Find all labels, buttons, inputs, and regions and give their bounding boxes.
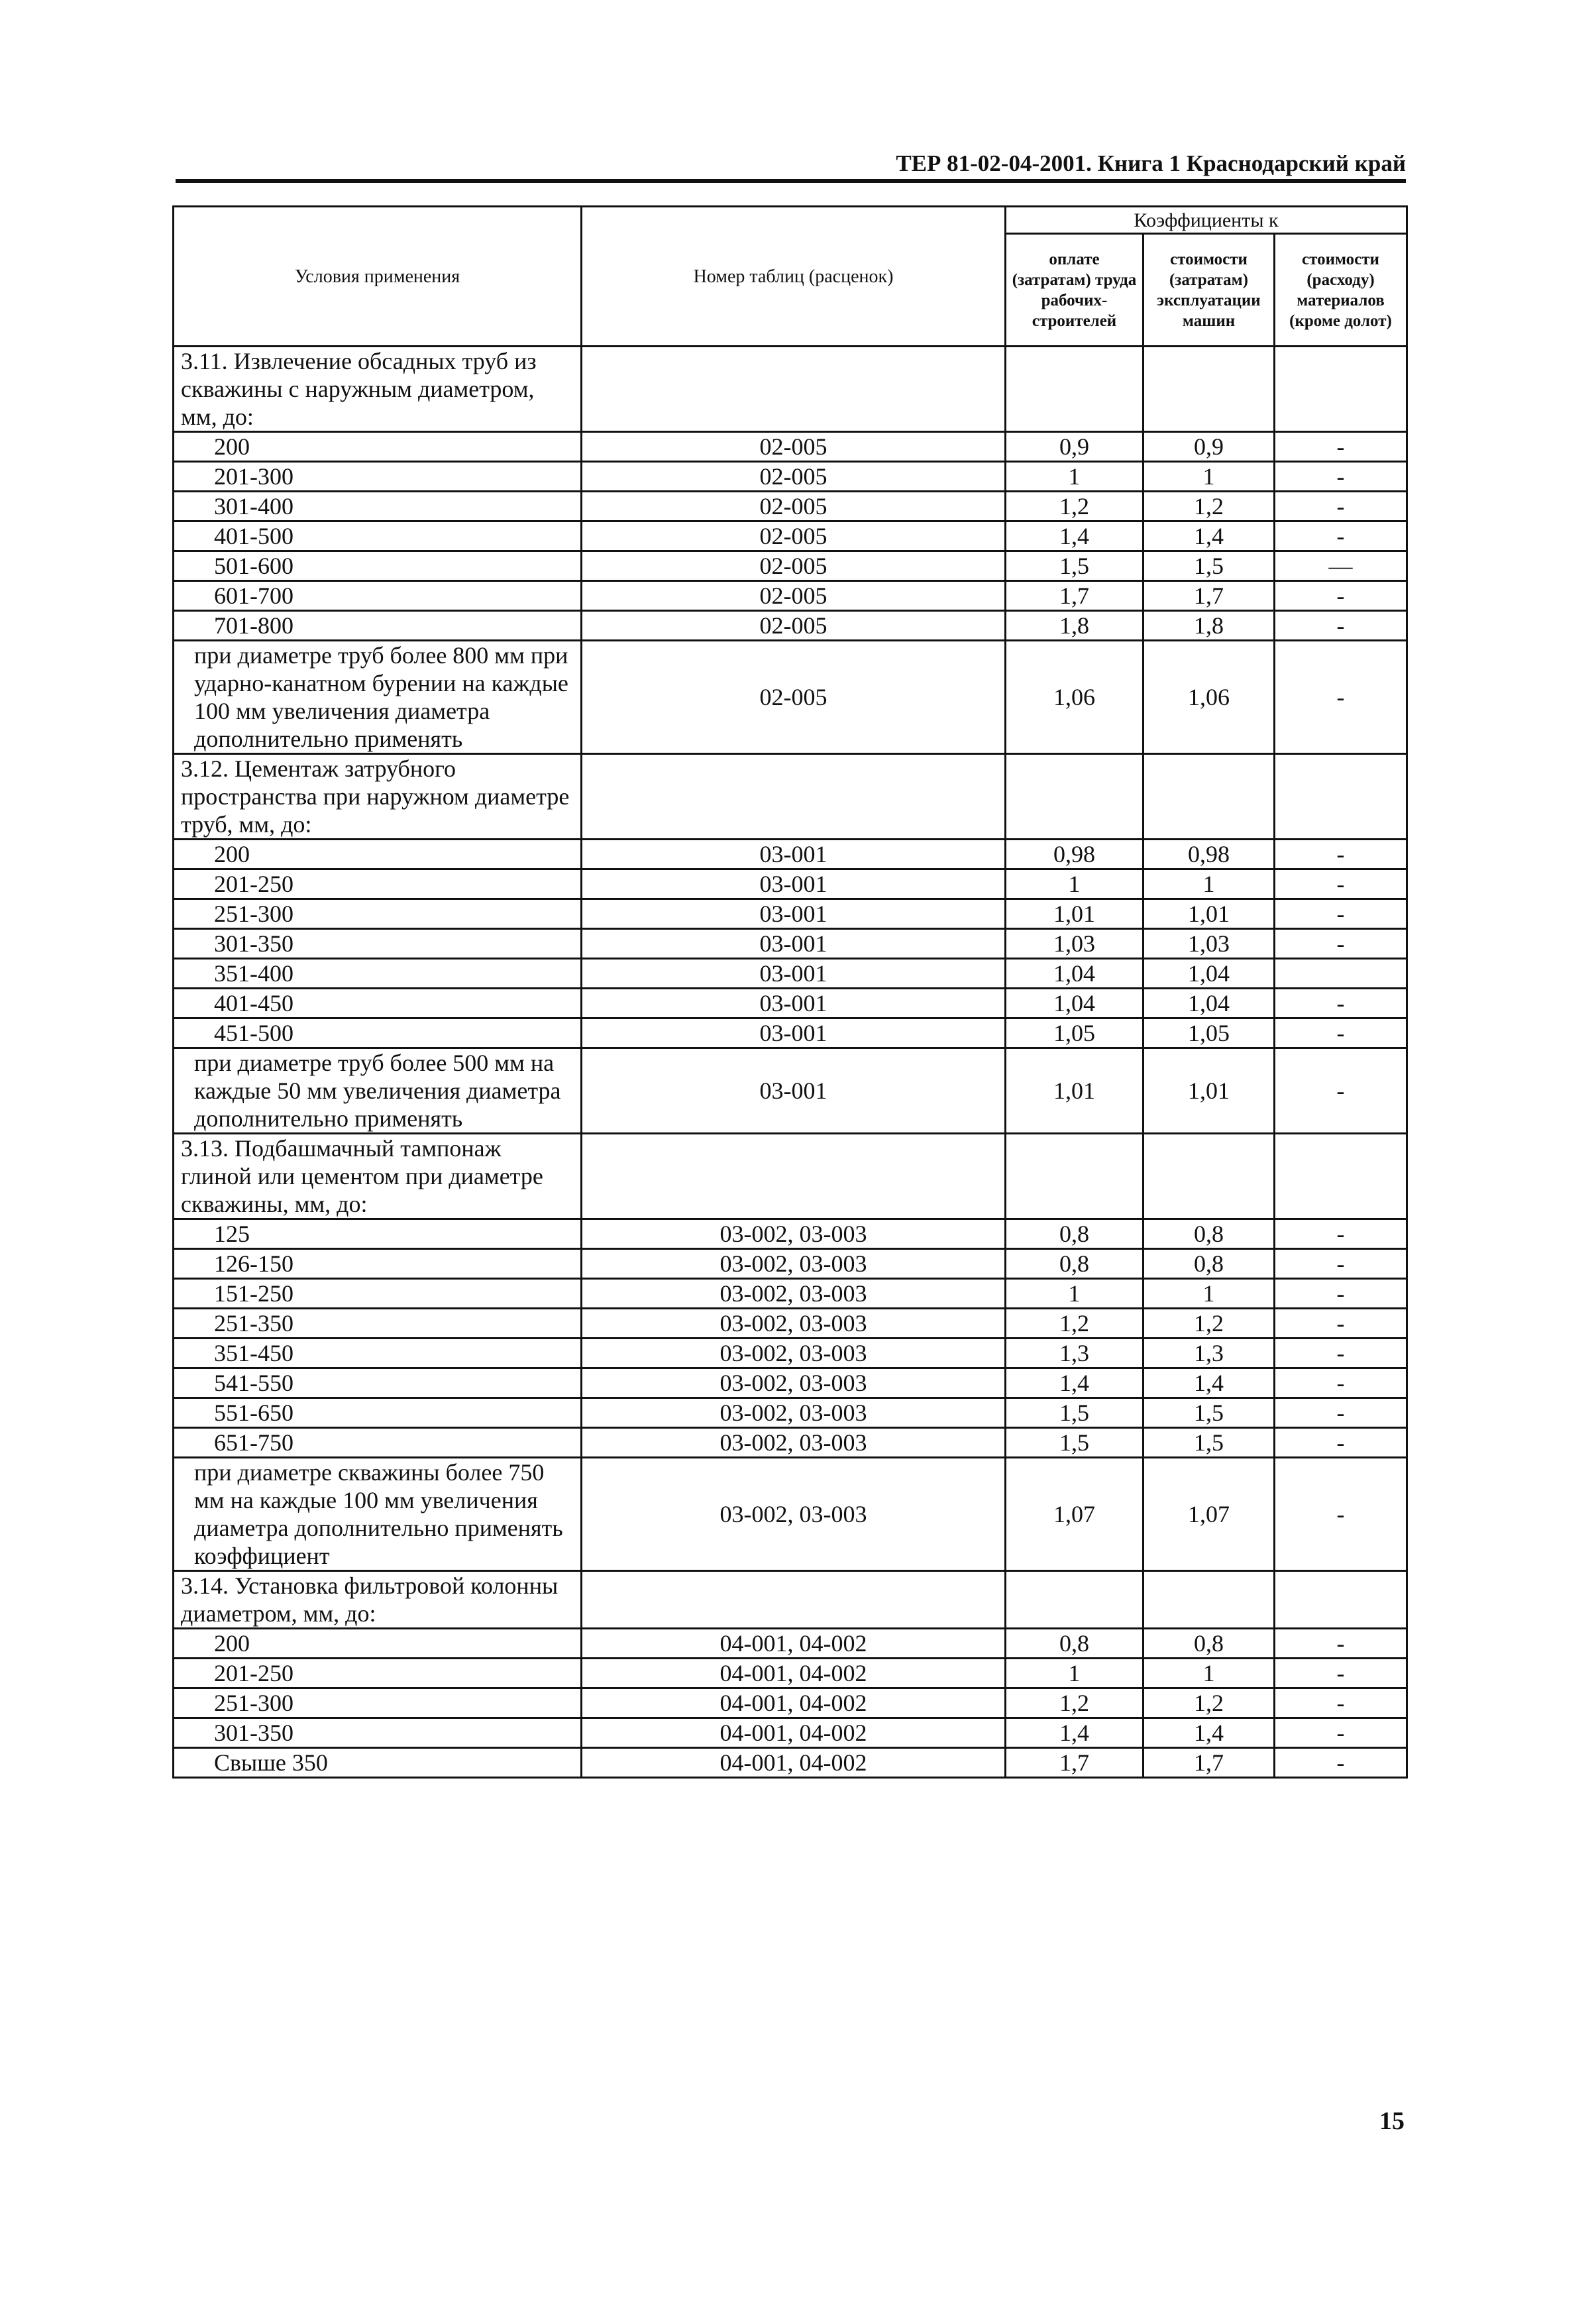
table-row — [174, 989, 1407, 1018]
col-header-machines: стоимости (затратам) эксплуатации машин — [1144, 234, 1275, 347]
table-number: 03-001 — [582, 989, 1006, 1018]
table-number: 04-001, 04-002 — [582, 1629, 1006, 1659]
table-row — [174, 1659, 1407, 1688]
labor-coef: 1,4 — [1006, 1718, 1144, 1748]
table-number: 03-002, 03-003 — [582, 1428, 1006, 1458]
machines-coef: 1,5 — [1144, 551, 1275, 581]
page-number: 15 — [1379, 2107, 1405, 2135]
table-row — [174, 1368, 1407, 1398]
materials-coef: - — [1275, 581, 1407, 611]
condition-value: 401-500 — [174, 521, 582, 551]
machines-coef: 1,4 — [1144, 521, 1275, 551]
materials-coef: - — [1275, 492, 1407, 521]
table-number: 02-005 — [582, 641, 1006, 754]
condition-value: Свыше 350 — [174, 1748, 582, 1778]
materials-coef: - — [1275, 611, 1407, 641]
labor-coef: 1,4 — [1006, 1368, 1144, 1398]
labor-coef: 1,04 — [1006, 959, 1144, 989]
labor-coef: 1,2 — [1006, 1309, 1144, 1339]
condition-value: 551-650 — [174, 1398, 582, 1428]
labor-coef: 0,8 — [1006, 1629, 1144, 1659]
materials-coef: - — [1275, 1048, 1407, 1134]
extra-condition: при диаметре труб более 800 мм при ударно-канатном бурении на каждые 100 мм увеличения диаметра дополнительно применять — [174, 641, 582, 754]
machines-coef: 1 — [1144, 1279, 1275, 1309]
table-number: 03-001 — [582, 840, 1006, 869]
labor-coef: 1 — [1006, 1659, 1144, 1688]
condition-value: 701-800 — [174, 611, 582, 641]
section-title-row — [174, 1571, 1407, 1629]
table-row — [174, 1748, 1407, 1778]
labor-coef: 1,05 — [1006, 1018, 1144, 1048]
table-number: 03-002, 03-003 — [582, 1398, 1006, 1428]
condition-value: 126-150 — [174, 1249, 582, 1279]
labor-coef: 1,3 — [1006, 1339, 1144, 1368]
table-number: 02-005 — [582, 611, 1006, 641]
table-row — [174, 1219, 1407, 1249]
section-title-row — [174, 754, 1407, 840]
table-row — [174, 899, 1407, 929]
labor-coef: 1,01 — [1006, 1048, 1144, 1134]
empty-cell — [1144, 1571, 1275, 1629]
materials-coef: - — [1275, 1629, 1407, 1659]
col-header-materials: стоимости (расходу) материалов (кроме долот) — [1275, 234, 1407, 347]
condition-value: 200 — [174, 432, 582, 462]
table-row — [174, 959, 1407, 989]
materials-coef: - — [1275, 989, 1407, 1018]
materials-coef: - — [1275, 641, 1407, 754]
table-number: 03-001 — [582, 869, 1006, 899]
table-number: 02-005 — [582, 432, 1006, 462]
machines-coef: 1,7 — [1144, 581, 1275, 611]
extra-condition: при диаметре скважины более 750 мм на каждые 100 мм увеличения диаметра дополнительно применять коэффициент — [174, 1458, 582, 1571]
condition-value: 601-700 — [174, 581, 582, 611]
empty-cell — [1275, 754, 1407, 840]
condition-value: 201-300 — [174, 462, 582, 492]
extra-condition-row — [174, 1048, 1407, 1134]
table-number: 03-002, 03-003 — [582, 1249, 1006, 1279]
machines-coef: 1,2 — [1144, 492, 1275, 521]
condition-value: 251-300 — [174, 899, 582, 929]
condition-value: 125 — [174, 1219, 582, 1249]
machines-coef: 1,5 — [1144, 1398, 1275, 1428]
materials-coef: - — [1275, 1748, 1407, 1778]
materials-coef: - — [1275, 1309, 1407, 1339]
materials-coef: - — [1275, 1688, 1407, 1718]
labor-coef: 1,8 — [1006, 611, 1144, 641]
labor-coef: 1 — [1006, 1279, 1144, 1309]
empty-cell — [1006, 1571, 1144, 1629]
machines-coef: 1,3 — [1144, 1339, 1275, 1368]
machines-coef: 0,8 — [1144, 1629, 1275, 1659]
materials-coef: - — [1275, 1718, 1407, 1748]
coefficients-table-container — [172, 205, 1406, 1779]
labor-coef: 1,07 — [1006, 1458, 1144, 1571]
materials-coef: - — [1275, 1219, 1407, 1249]
labor-coef: 1,5 — [1006, 1398, 1144, 1428]
machines-coef: 0,9 — [1144, 432, 1275, 462]
table-number: 03-002, 03-003 — [582, 1458, 1006, 1571]
materials-coef: - — [1275, 432, 1407, 462]
labor-coef: 1 — [1006, 869, 1144, 899]
table-row — [174, 432, 1407, 462]
empty-cell — [1144, 347, 1275, 432]
labor-coef: 1,01 — [1006, 899, 1144, 929]
table-number: 02-005 — [582, 581, 1006, 611]
machines-coef: 1 — [1144, 869, 1275, 899]
running-header: ТЕР 81-02-04-2001. Книга 1 Краснодарский край — [896, 150, 1406, 176]
table-row — [174, 462, 1407, 492]
table-row — [174, 611, 1407, 641]
table-number: 02-005 — [582, 492, 1006, 521]
table-number: 03-002, 03-003 — [582, 1219, 1006, 1249]
machines-coef: 1 — [1144, 1659, 1275, 1688]
machines-coef: 1,4 — [1144, 1718, 1275, 1748]
condition-value: 541-550 — [174, 1368, 582, 1398]
empty-cell — [1006, 754, 1144, 840]
labor-coef: 1,7 — [1006, 581, 1144, 611]
section-title: 3.13. Подбашмачный тампонаж глиной или цементом при диаметре скважины, мм, до: — [174, 1134, 582, 1219]
section-title-row — [174, 1134, 1407, 1219]
condition-value: 251-300 — [174, 1688, 582, 1718]
labor-coef: 1,7 — [1006, 1748, 1144, 1778]
table-row — [174, 1249, 1407, 1279]
labor-coef: 1,5 — [1006, 551, 1144, 581]
labor-coef: 0,8 — [1006, 1249, 1144, 1279]
machines-coef: 1,04 — [1144, 989, 1275, 1018]
table-number: 03-001 — [582, 929, 1006, 959]
condition-value: 351-450 — [174, 1339, 582, 1368]
table-row — [174, 1018, 1407, 1048]
col-header-labor: оплате (затратам) труда рабочих-строителей — [1006, 234, 1144, 347]
empty-cell — [1275, 1571, 1407, 1629]
table-row — [174, 1718, 1407, 1748]
coefficients-table — [172, 205, 1408, 1779]
table-number: 04-001, 04-002 — [582, 1659, 1006, 1688]
empty-cell — [1275, 347, 1407, 432]
machines-coef: 1,05 — [1144, 1018, 1275, 1048]
empty-cell — [1006, 1134, 1144, 1219]
machines-coef: 1,7 — [1144, 1748, 1275, 1778]
materials-coef: - — [1275, 840, 1407, 869]
machines-coef: 1,2 — [1144, 1688, 1275, 1718]
materials-coef — [1275, 959, 1407, 989]
labor-coef: 1 — [1006, 462, 1144, 492]
materials-coef: - — [1275, 929, 1407, 959]
materials-coef: - — [1275, 1398, 1407, 1428]
machines-coef: 1,5 — [1144, 1428, 1275, 1458]
machines-coef: 1,8 — [1144, 611, 1275, 641]
condition-value: 401-450 — [174, 989, 582, 1018]
table-number: 03-002, 03-003 — [582, 1309, 1006, 1339]
condition-value: 301-350 — [174, 929, 582, 959]
table-number: 03-001 — [582, 1048, 1006, 1134]
empty-cell — [582, 754, 1006, 840]
labor-coef: 1,2 — [1006, 492, 1144, 521]
labor-coef: 1,5 — [1006, 1428, 1144, 1458]
machines-coef: 1,07 — [1144, 1458, 1275, 1571]
table-number: 03-002, 03-003 — [582, 1368, 1006, 1398]
table-row — [174, 1339, 1407, 1368]
materials-coef: - — [1275, 1279, 1407, 1309]
materials-coef: - — [1275, 1339, 1407, 1368]
extra-condition-row — [174, 1458, 1407, 1571]
table-row — [174, 581, 1407, 611]
labor-coef: 0,8 — [1006, 1219, 1144, 1249]
machines-coef: 1,01 — [1144, 1048, 1275, 1134]
machines-coef: 1,4 — [1144, 1368, 1275, 1398]
condition-value: 301-350 — [174, 1718, 582, 1748]
col-header-coef-group: Коэффициенты к — [1006, 207, 1407, 234]
section-title: 3.11. Извлечение обсадных труб из скважины с наружным диаметром, мм, до: — [174, 347, 582, 432]
table-row — [174, 1688, 1407, 1718]
table-row — [174, 521, 1407, 551]
table-number: 02-005 — [582, 462, 1006, 492]
col-header-table-number: Номер таблиц (расценок) — [582, 207, 1006, 347]
table-row — [174, 929, 1407, 959]
machines-coef: 1,04 — [1144, 959, 1275, 989]
condition-value: 201-250 — [174, 1659, 582, 1688]
condition-value: 200 — [174, 1629, 582, 1659]
header-rule — [176, 179, 1406, 183]
table-row — [174, 840, 1407, 869]
machines-coef: 0,98 — [1144, 840, 1275, 869]
materials-coef: - — [1275, 521, 1407, 551]
condition-value: 301-400 — [174, 492, 582, 521]
table-row — [174, 1398, 1407, 1428]
materials-coef: - — [1275, 899, 1407, 929]
empty-cell — [1144, 1134, 1275, 1219]
condition-value: 151-250 — [174, 1279, 582, 1309]
table-number: 03-001 — [582, 899, 1006, 929]
condition-value: 200 — [174, 840, 582, 869]
col-header-conditions: Условия применения — [174, 207, 582, 347]
condition-value: 251-350 — [174, 1309, 582, 1339]
labor-coef: 0,98 — [1006, 840, 1144, 869]
labor-coef: 1,2 — [1006, 1688, 1144, 1718]
table-number: 04-001, 04-002 — [582, 1748, 1006, 1778]
table-number: 03-002, 03-003 — [582, 1339, 1006, 1368]
condition-value: 651-750 — [174, 1428, 582, 1458]
section-title: 3.14. Установка фильтровой колонны диаметром, мм, до: — [174, 1571, 582, 1629]
extra-condition: при диаметре труб более 500 мм на каждые 50 мм увеличения диаметра дополнительно применять — [174, 1048, 582, 1134]
extra-condition-row — [174, 641, 1407, 754]
section-title-row — [174, 347, 1407, 432]
table-row — [174, 492, 1407, 521]
empty-cell — [582, 1571, 1006, 1629]
empty-cell — [582, 1134, 1006, 1219]
table-body — [174, 347, 1407, 1778]
table-row — [174, 1309, 1407, 1339]
materials-coef: - — [1275, 1659, 1407, 1688]
table-number: 03-001 — [582, 1018, 1006, 1048]
labor-coef: 1,06 — [1006, 641, 1144, 754]
table-number: 04-001, 04-002 — [582, 1688, 1006, 1718]
empty-cell — [1006, 347, 1144, 432]
section-title: 3.12. Цементаж затрубного пространства при наружном диаметре труб, мм, до: — [174, 754, 582, 840]
machines-coef: 1,2 — [1144, 1309, 1275, 1339]
table-number: 03-002, 03-003 — [582, 1279, 1006, 1309]
machines-coef: 0,8 — [1144, 1219, 1275, 1249]
machines-coef: 1,06 — [1144, 641, 1275, 754]
table-row — [174, 551, 1407, 581]
condition-value: 501-600 — [174, 551, 582, 581]
condition-value: 351-400 — [174, 959, 582, 989]
condition-value: 451-500 — [174, 1018, 582, 1048]
materials-coef: — — [1275, 551, 1407, 581]
empty-cell — [1275, 1134, 1407, 1219]
labor-coef: 0,9 — [1006, 432, 1144, 462]
table-row — [174, 869, 1407, 899]
materials-coef: - — [1275, 1018, 1407, 1048]
table-row — [174, 1428, 1407, 1458]
materials-coef: - — [1275, 1458, 1407, 1571]
materials-coef: - — [1275, 1249, 1407, 1279]
machines-coef: 1 — [1144, 462, 1275, 492]
table-number: 03-001 — [582, 959, 1006, 989]
labor-coef: 1,04 — [1006, 989, 1144, 1018]
materials-coef: - — [1275, 462, 1407, 492]
table-row — [174, 1279, 1407, 1309]
empty-cell — [582, 347, 1006, 432]
machines-coef: 1,03 — [1144, 929, 1275, 959]
labor-coef: 1,4 — [1006, 521, 1144, 551]
table-row — [174, 1629, 1407, 1659]
materials-coef: - — [1275, 1428, 1407, 1458]
empty-cell — [1144, 754, 1275, 840]
machines-coef: 0,8 — [1144, 1249, 1275, 1279]
materials-coef: - — [1275, 1368, 1407, 1398]
machines-coef: 1,01 — [1144, 899, 1275, 929]
materials-coef: - — [1275, 869, 1407, 899]
table-number: 04-001, 04-002 — [582, 1718, 1006, 1748]
condition-value: 201-250 — [174, 869, 582, 899]
table-number: 02-005 — [582, 551, 1006, 581]
table-number: 02-005 — [582, 521, 1006, 551]
labor-coef: 1,03 — [1006, 929, 1144, 959]
